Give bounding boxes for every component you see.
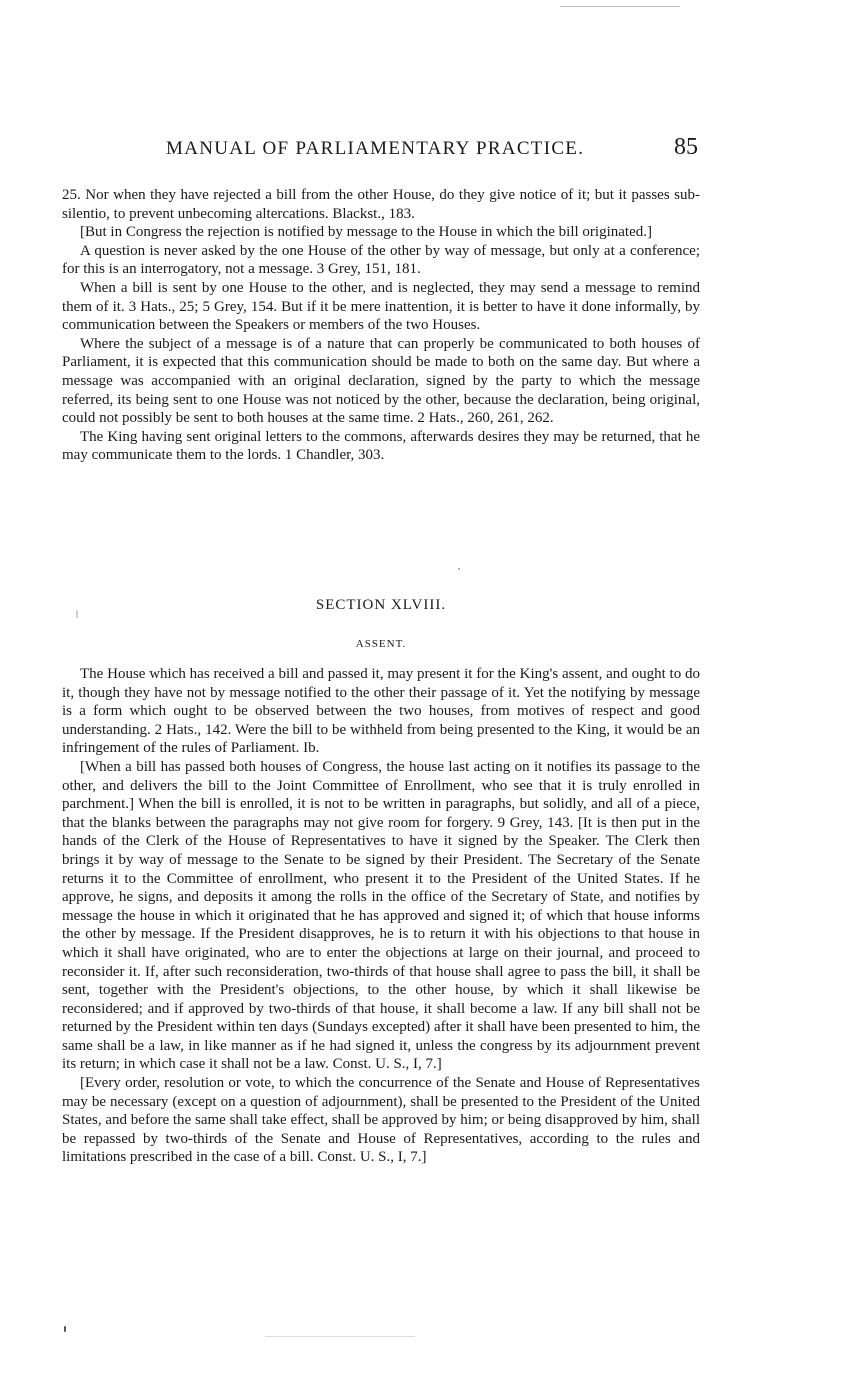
paragraph: A question is never asked by the one House of the other by way of message, but only at a conference; for this is an interrogatory, not a message. 3 Grey, 151, 181. — [62, 242, 700, 278]
text-block-top — [62, 186, 700, 465]
paragraph: The King having sent original letters to the commons, afterwards desires they may be returned, that he may communicate them to the lords. 1 Chandler, 303. — [62, 428, 700, 464]
paragraph: [But in Congress the rejection is notified by message to the House in which the bill originated.] — [80, 224, 652, 241]
text-block-bottom — [62, 665, 700, 1167]
running-title: MANUAL OF PARLIAMENTARY PRACTICE. — [166, 138, 585, 159]
running-header — [62, 136, 700, 168]
page-number: 85 — [674, 134, 698, 160]
paragraph: [Every order, resolution or vote, to which the concurrence of the Senate and House of Representatives may be necessary (except on a question of adjournment), shall be presented to the President of the United States, and before the same shall take effect, shall be approved by him; or being disapproved by him, shall be repassed by two-thirds of the Senate and House of Representatives, according to the rules and limitations prescribed in the case of a bill. Const. U. S., I, 7.] — [62, 1075, 700, 1166]
scan-speck — [64, 1326, 66, 1332]
section-heading: SECTION XLVIII. — [315, 597, 447, 613]
paragraph: 25. Nor when they have rejected a bill from the other House, do they give notice of it; but it passes sub-silentio, to prevent unbecoming altercations. Blackst., 183. — [62, 187, 700, 222]
scan-artifact-line — [265, 1336, 415, 1337]
paragraph: When a bill is sent by one House to the other, and is neglected, they may send a message to remind them of it. 3 Hats., 25; 5 Grey, 154. But if it be mere inattention, it is better to have it done informally, by communication between the Speakers or members of the two Houses. — [62, 279, 700, 334]
section-subheading: ASSENT. — [355, 638, 407, 650]
paragraph: Where the subject of a message is of a nature that can properly be communicated to both houses of Parliament, it is expected that this communication should be made to both on the same day. But where a message was accompanied with an original declaration, signed by the party to which the message referred, its being sent to one House was not noticed by the other, because the declaration, being original, could not possibly be sent to both houses at the same time. 2 Hats., 260, 261, 262. — [62, 335, 700, 427]
scan-speck — [458, 568, 460, 570]
scan-artifact-line — [560, 6, 680, 7]
paragraph: The House which has received a bill and passed it, may present it for the King's assent, and ought to do it, though they have not by message notified to the other their passage of it. Yet the notifying by message is a form which ought to be observed between the two houses, from motives of respect and good understanding. 2 Hats., 142. Were the bill to be withheld from being presented to the King, it would be an infringement of the rules of Parliament. Ib. — [62, 666, 700, 757]
paragraph: [When a bill has passed both houses of Congress, the house last acting on it notifies its passage to the other, and delivers the bill to the Joint Committee of Enrollment, who see that it is truly enrolled in parchment.] When the bill is enrolled, it is not to be written in paragraphs, but solidly, and all of a piece, that the blanks between the paragraphs may not give room for forgery. 9 Grey, 143. [It is then put in the hands of the Clerk of the House of Representatives to have it signed by the Speaker. The Clerk then brings it by way of message to the Senate to be signed by their President. The Secretary of the Senate returns it to the Committee of enrollment, who present it to the President of the United States. If he approve, he signs, and deposits it among the rolls in the office of the Secretary of State, and notifies by message the house in which it originated that he has approved and signed it; of which that house informs the other by message. If the President disapproves, he is to return it with his objections to that house in which it shall have originated, who are to enter the objections at large on their journal, and proceed to reconsider it. If, after such reconsideration, two-thirds of that house shall agree to pass the bill, it shall be sent, together with the President's objections, to the other house, by which it shall likewise be reconsidered; and if approved by two-thirds of that house, it shall become a law. If any bill shall not be returned by the President within ten days (Sundays excepted) after it shall have been presented to him, the same shall be a law, in like manner as if he had signed it, unless the congress by its adjournment prevent its return; in which case it shall not be a law. Const. U. S., I, 7.] — [62, 758, 700, 1073]
